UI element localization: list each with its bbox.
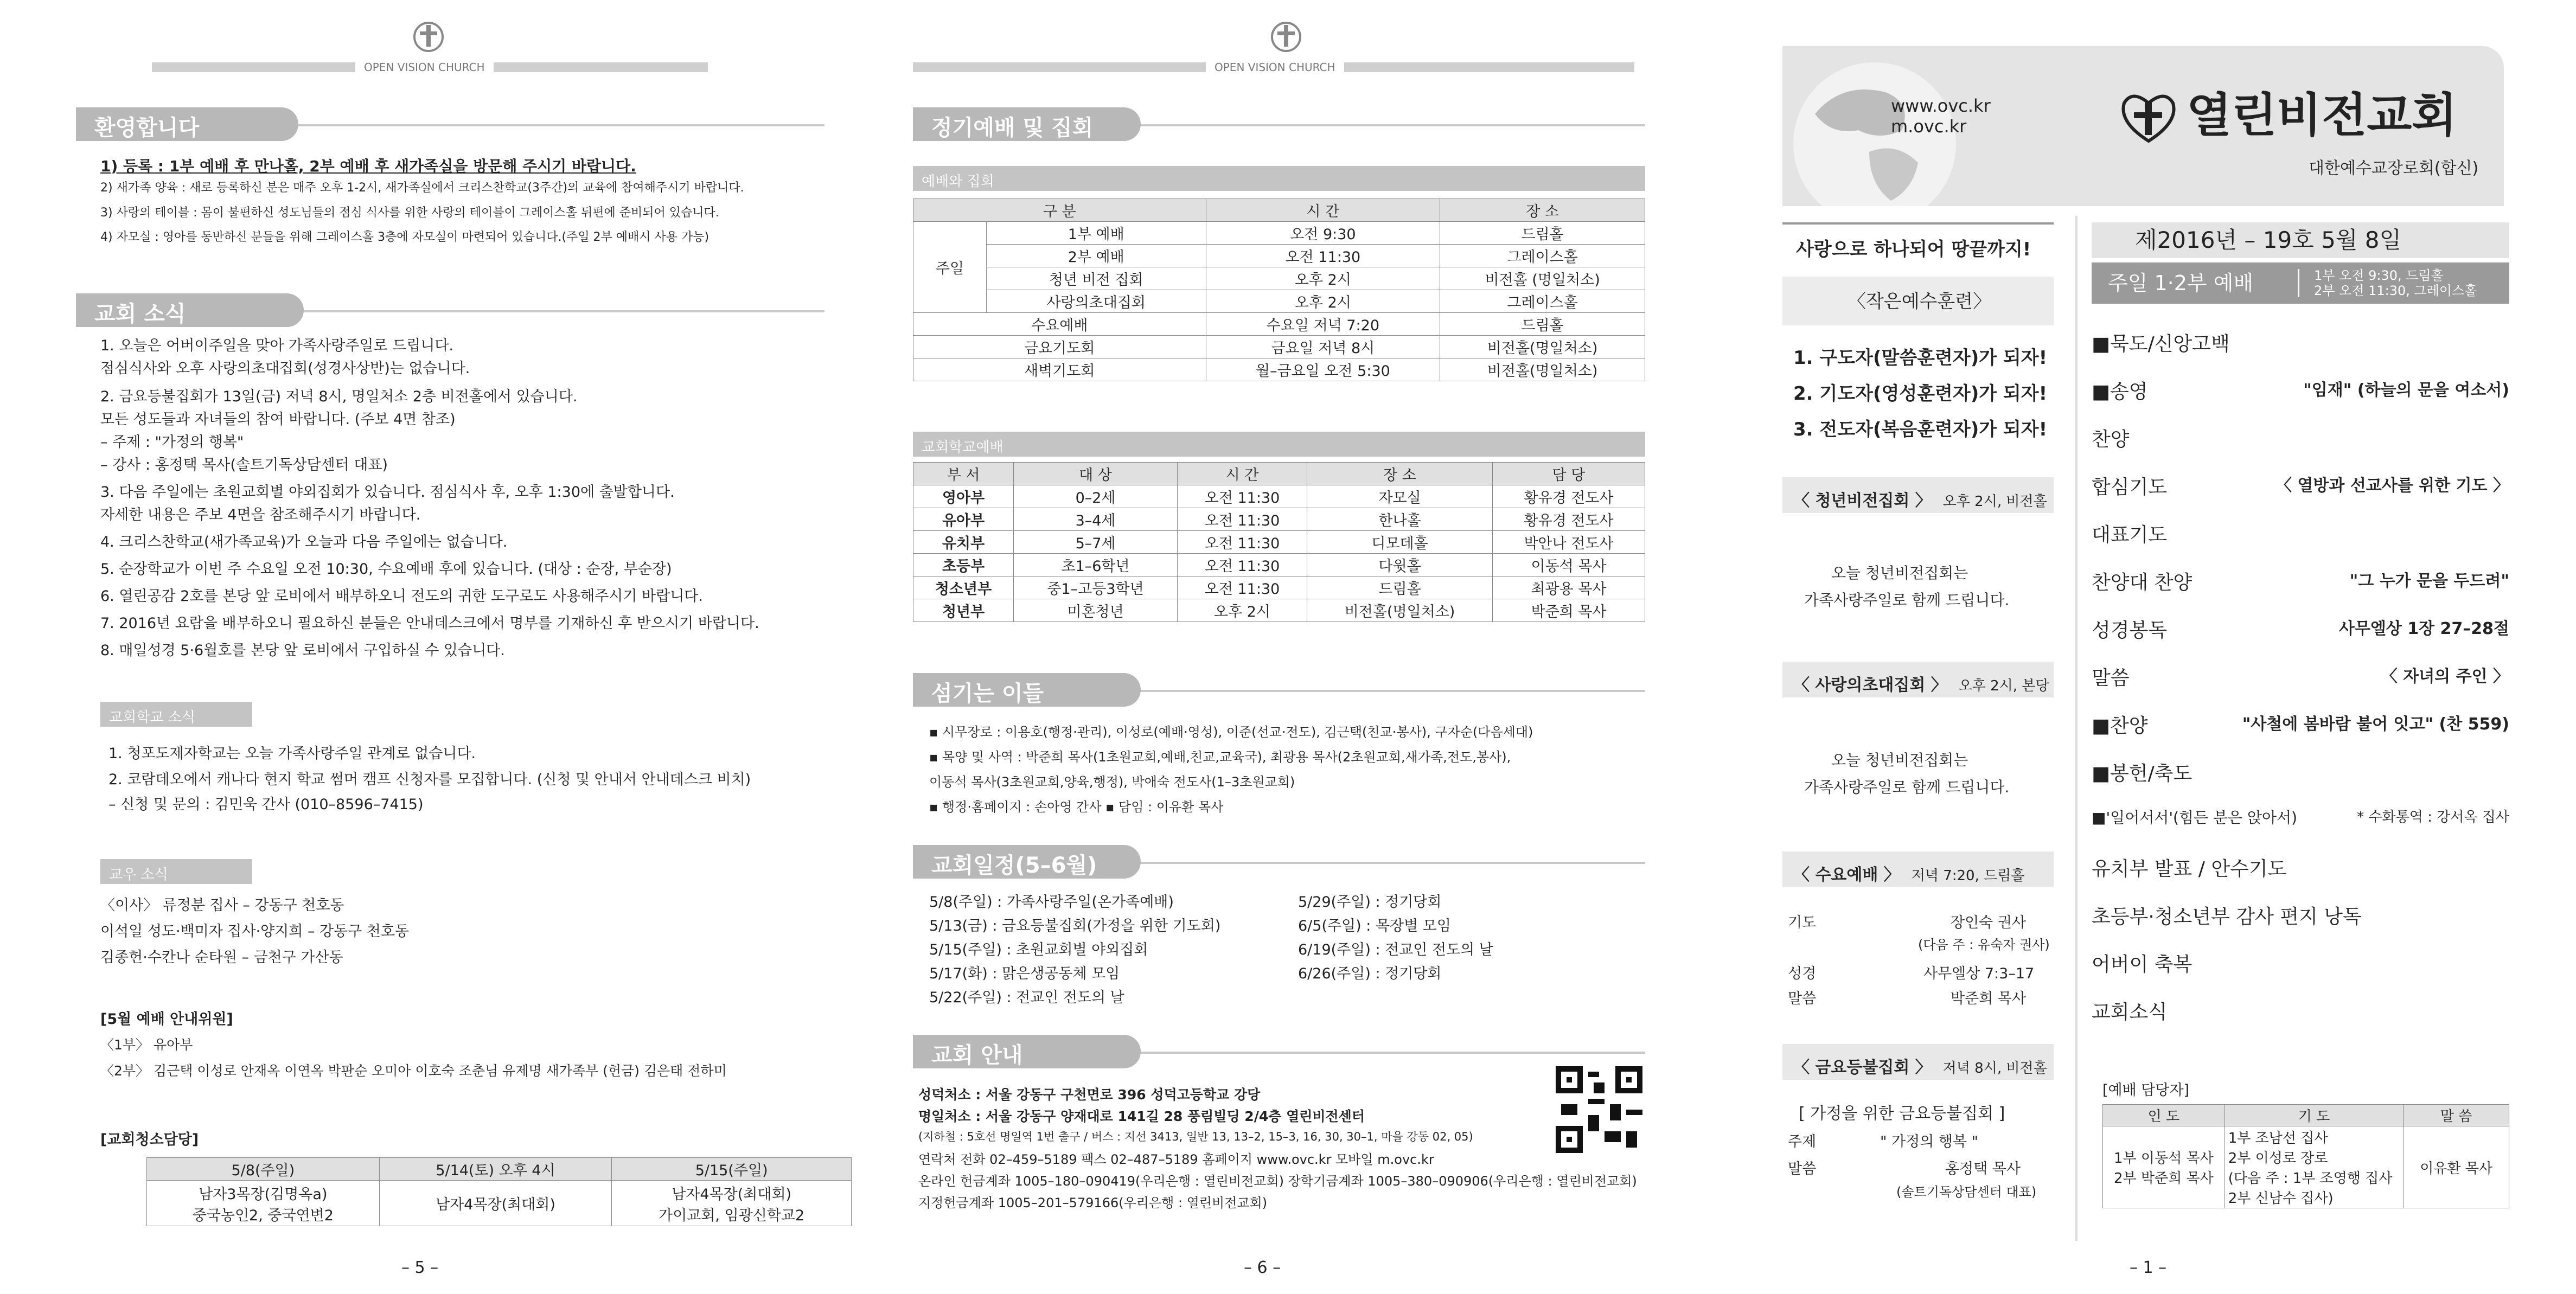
order-item: 성경봉독	[2092, 619, 2168, 642]
serve-1: ▪ 시무장로 : 이용호(행정·관리), 이성로(예배·영성), 이준(선교·전도), 김근택(친교·봉사), 구자순(다음세대)	[929, 725, 1533, 740]
fri-time: 저녁 8시, 비전홀	[1942, 1060, 2047, 1077]
schedule-right-4: 6/26(주일) : 정기당회	[1298, 965, 1442, 982]
order-6	[2092, 567, 2509, 595]
table-cell: 청년부	[913, 599, 1014, 622]
table-cell: 청소년부	[913, 576, 1014, 599]
table-cell: 2부 예배	[986, 245, 1206, 267]
order-14	[2092, 949, 2509, 977]
love-time: 오후 2시, 본당	[1958, 678, 2049, 694]
section-welcome: 환영합니다	[76, 107, 298, 141]
order-11	[2092, 806, 2509, 828]
section-info: 교회 안내	[913, 1035, 1141, 1068]
table-cell: 오전 11:30	[1177, 554, 1307, 576]
schedule-left-1: 5/8(주일) : 가족사랑주일(온가족예배)	[929, 894, 1174, 911]
table-cell: 이유환 목사	[2404, 1126, 2509, 1208]
fri-value-2: 홍정택 목사	[1945, 1161, 2021, 1177]
fri-value-3: (솔트기독상담센터 대표)	[1896, 1184, 2037, 1200]
youth-text-1: 오늘 청년비전집회는	[1831, 564, 1968, 582]
schedule-right-1: 5/29(주일) : 정기당회	[1298, 894, 1442, 911]
fri-theme: [ 가정을 위한 금요등불집회 ]	[1799, 1104, 2005, 1123]
school-table	[913, 462, 1645, 622]
wed-label-3: 성경	[1788, 965, 1817, 982]
schedule-right-3: 6/19(주일) : 전교인 전도의 날	[1298, 941, 1493, 958]
table-row	[913, 222, 1645, 245]
fri-label-1: 주제	[1788, 1133, 1817, 1150]
table-cell: 비전홀(명일처소)	[1440, 336, 1645, 358]
worship-sub: 예배와 집회	[913, 166, 1645, 191]
order-item: ■봉헌/축도	[2092, 763, 2193, 785]
table-header: 부 서	[913, 463, 1014, 485]
table-header: 장 소	[1307, 463, 1493, 485]
section-serve: 섬기는 이들	[913, 673, 1141, 707]
table-cell: 이동석 목사	[1492, 554, 1645, 576]
ushers-1: 〈1부〉 유아부	[100, 1037, 193, 1053]
motto: 사랑으로 하나되어 땅끝까지!	[1796, 239, 2031, 260]
wed-value-1: 장인숙 권사	[1951, 914, 2026, 931]
love-head-label: 〈 사랑의초대집회 〉	[1793, 676, 1947, 695]
info-4: 연락처 전화 02–459–5189 팩스 02–487–5189 홈페이지 www.ovc.kr 모바일 m.ovc.kr	[918, 1152, 1434, 1167]
column-divider	[2075, 216, 2078, 1241]
news-5: – 주제 : "가정의 행복"	[100, 434, 244, 451]
table-cell: 중1–고등3학년	[1014, 576, 1178, 599]
love-text-2: 가족사랑주일로 함께 드립니다.	[1804, 778, 2010, 796]
section-news: 교회 소식	[76, 293, 304, 327]
info-5: 온라인 헌금계좌 1005–180–090419(우리은행 : 열린비전교회) 장학기금계좌 1005–380–090906(우리은행 : 열린비전교회)	[918, 1174, 1637, 1189]
table-cell: 유치부	[913, 531, 1014, 554]
table-cell: 자모실	[1307, 485, 1493, 508]
table-row	[913, 508, 1645, 531]
table-row	[913, 554, 1645, 576]
table-cell: 그레이스홀	[1440, 245, 1645, 267]
news-7: 3. 다음 주일에는 초원교회별 야외집회가 있습니다. 점심식사 후, 오후 1:30에 출발합니다.	[100, 484, 675, 501]
page-1	[1717, 0, 2576, 1294]
table-cell: 3–4세	[1014, 508, 1178, 531]
fri-value-1: " 가정의 행복 "	[1880, 1133, 1978, 1150]
news-2: 점심식사와 오후 사랑의초대집회(성경사상반)는 없습니다.	[100, 360, 470, 377]
page-number: – 5 –	[401, 1258, 439, 1277]
info-6: 지정헌금계좌 1005–201–579166(우리은행 : 열린비전교회)	[918, 1195, 1268, 1210]
school-1: 1. 청포도제자학교는 오늘 가족사랑주일 관계로 없습니다.	[108, 745, 476, 762]
order-1	[2092, 329, 2509, 356]
table-row	[913, 531, 1645, 554]
serve-2: ▪ 목양 및 사역 : 박준희 목사(1초원교회,예배,친교,교육국), 최광용 목사(2초원교회,새가족,전도,봉사),	[929, 750, 1511, 765]
training-2: 2. 기도자(영성훈련자)가 되자!	[1793, 383, 2048, 405]
url-2[interactable]: m.ovc.kr	[1891, 116, 1967, 137]
order-detail: "그 누가 문을 두드려"	[2349, 572, 2509, 591]
order-7	[2092, 615, 2509, 643]
table-cell: 황유경 전도사	[1492, 508, 1645, 531]
table-cell: 드림홀	[1440, 222, 1645, 245]
fri-head-label: 〈 금요등불집회 〉	[1793, 1058, 1932, 1077]
table-header: 5/15(주일)	[612, 1158, 852, 1181]
table-cell: 주일	[913, 222, 987, 313]
table-row	[913, 336, 1645, 358]
news-3: 2. 금요등불집회가 13일(금) 저녁 8시, 명일처소 2층 비전홀에서 있습니다.	[100, 388, 578, 405]
table-cell: 영아부	[913, 485, 1014, 508]
table-cell: 5–7세	[1014, 531, 1178, 554]
order-item: 유치부 발표 / 안수기도	[2092, 858, 2287, 880]
table-cell: 1부 예배	[986, 222, 1206, 245]
schedule-left-2: 5/13(금) : 금요등불집회(가정을 위한 기도회)	[929, 918, 1221, 934]
order-9	[2092, 710, 2509, 738]
page-number: – 6 –	[1244, 1258, 1281, 1277]
order-item: 초등부·청소년부 감사 편지 낭독	[2092, 906, 2362, 928]
news-12: 7. 2016년 요람을 배부하오니 필요하신 분들은 안내데스크에서 명부를 기재하신 후 받으시기 바랍니다.	[100, 615, 759, 632]
table-cell: 수요일 저녁 7:20	[1206, 313, 1440, 336]
table-header: 장 소	[1440, 199, 1645, 222]
table-cell: 0–2세	[1014, 485, 1178, 508]
table-cell: 오후 2시	[1206, 290, 1440, 313]
serve-3: 이동석 목사(3초원교회,양육,행정), 박애숙 전도사(1–3초원교회)	[929, 774, 1295, 790]
section-worship: 정기예배 및 집회	[913, 107, 1141, 141]
training-1: 1. 구도자(말씀훈련자)가 되자!	[1793, 347, 2048, 369]
issue-number: 제2016년 – 19호 5월 8일	[2135, 227, 2402, 253]
section-members: 교우 소식	[100, 859, 252, 884]
news-10: 5. 순장학교가 이번 주 수요일 오전 10:30, 수요예배 후에 있습니다. (대상 : 순장, 부순장)	[100, 561, 672, 578]
table-cell: 드림홀	[1440, 313, 1645, 336]
table-cell: 오전 11:30	[1177, 508, 1307, 531]
table-cell: 초1–6학년	[1014, 554, 1178, 576]
table-header: 대 상	[1014, 463, 1178, 485]
table-header: 담 당	[1492, 463, 1645, 485]
schedule-right-2: 6/5(주일) : 목장별 모임	[1298, 918, 1451, 934]
wed-head	[1782, 851, 2054, 887]
school-2: 2. 코람데오에서 캐나다 현지 학교 썸머 캠프 신청자를 모집합니다. (신청 및 안내서 안내데스크 비치)	[108, 771, 751, 788]
table-row	[147, 1158, 852, 1181]
wed-value-4: 박준희 목사	[1951, 990, 2026, 1007]
table-header: 5/14(토) 오후 4시	[379, 1158, 612, 1181]
schedule-left-3: 5/15(주일) : 초원교회별 야외집회	[929, 941, 1148, 958]
table-cell: 유아부	[913, 508, 1014, 531]
youth-text-2: 가족사랑주일로 함께 드립니다.	[1804, 591, 2010, 609]
order-detail: 〈 열방과 선교사를 위한 기도 〉	[2275, 476, 2509, 495]
church-logo-icon	[408, 15, 449, 56]
table-cell: 한나홀	[1307, 508, 1493, 531]
denomination: 대한예수교장로회(합신)	[2309, 159, 2479, 178]
logo-text: OPEN VISION CHURCH	[1206, 61, 1344, 74]
table-header: 시 간	[1177, 463, 1307, 485]
table-cell: 남자4목장(최대회)	[379, 1181, 612, 1226]
schedule-left-4: 5/17(화) : 맑은생공동체 모임	[929, 965, 1120, 982]
table-cell: 사랑의초대집회	[986, 290, 1206, 313]
worship-table	[913, 198, 1645, 381]
table-cell: 그레이스홀	[1440, 290, 1645, 313]
order-detail: 사무엘상 1장 27–28절	[2338, 619, 2509, 638]
fri-head	[1782, 1044, 2054, 1080]
divider	[1782, 222, 2054, 225]
order-10	[2092, 758, 2509, 786]
section-school: 교회학교 소식	[100, 702, 252, 727]
table-row	[147, 1181, 852, 1226]
table-cell: 1부 조남선 집사 2부 이성로 장로 (다음 주 : 1부 조영행 집사 2부 신남수 집사)	[2225, 1126, 2404, 1208]
news-9: 4. 크리스찬학교(새가족교육)가 오늘과 다음 주일에는 없습니다.	[100, 534, 508, 550]
ushers-2: 〈2부〉 김근택 이성로 안재옥 이연옥 박판순 오미아 이호숙 조춘님 유제명 새가족부 (헌금) 김은태 전하미	[100, 1063, 727, 1079]
table-cell: 디모데홀	[1307, 531, 1493, 554]
url-1[interactable]: www.ovc.kr	[1891, 95, 1991, 116]
order-item: 합심기도	[2092, 476, 2168, 498]
table-row	[913, 290, 1645, 313]
love-head	[1782, 662, 2054, 697]
order-item: ■'일어서서'(힘든 분은 앉아서)	[2092, 809, 2298, 827]
table-row	[2103, 1105, 2509, 1126]
news-1: 1. 오늘은 어버이주일을 맞아 가족사랑주일로 드립니다.	[100, 337, 454, 354]
order-item: 대표기도	[2092, 524, 2168, 546]
cleaning-title: [교회청소담당]	[100, 1131, 199, 1148]
divider	[2298, 269, 2299, 297]
table-row	[913, 576, 1645, 599]
order-2	[2092, 376, 2509, 404]
duty-title: [예배 담당자]	[2102, 1082, 2190, 1099]
table-cell: 1부 이동석 목사 2부 박준희 목사	[2103, 1126, 2225, 1208]
duty-table	[2102, 1104, 2509, 1208]
order-item: ■찬양	[2092, 715, 2148, 737]
wed-label-1: 기도	[1788, 914, 1817, 931]
table-header: 구 분	[913, 199, 1206, 222]
order-4	[2092, 472, 2509, 499]
table-cell: 드림홀	[1307, 576, 1493, 599]
order-detail: * 수화통역 : 강서옥 집사	[2357, 809, 2509, 825]
order-item: ■묵도/신앙고백	[2092, 333, 2230, 355]
table-cell: 비전홀(명일처소)	[1440, 358, 1645, 381]
news-6: – 강사 : 홍정택 목사(솔트기독상담센터 대표)	[100, 457, 388, 473]
church-logo-icon	[1265, 15, 1307, 56]
table-row	[913, 313, 1645, 336]
service-time-1: 1부 오전 9:30, 드림홀	[2314, 268, 2444, 283]
school-3: – 신청 및 문의 : 김민욱 간사 (010–8596–7415)	[108, 796, 424, 813]
section-schedule: 교회일정(5–6월)	[913, 845, 1141, 879]
table-header: 5/8(주일)	[147, 1158, 380, 1181]
order-item: 말씀	[2092, 667, 2130, 689]
school-sub: 교회학교예배	[913, 432, 1645, 457]
order-item: 찬양대 찬양	[2092, 572, 2193, 594]
news-13: 8. 매일성경 5·6월호를 본당 앞 로비에서 구입하실 수 있습니다.	[100, 642, 505, 659]
table-cell: 오후 2시	[1206, 267, 1440, 290]
order-item: 교회소식	[2092, 1001, 2168, 1023]
service-label: 주일 1·2부 예배	[2108, 271, 2254, 295]
table-cell: 월–금요일 오전 5:30	[1206, 358, 1440, 381]
table-cell: 오전 11:30	[1177, 576, 1307, 599]
order-detail: "사철에 봄바람 불어 잇고" (찬 559)	[2242, 715, 2509, 734]
order-13	[2092, 901, 2509, 929]
order-item: 어버이 축복	[2092, 953, 2193, 976]
members-1: 〈이사〉 류정분 집사 – 강동구 천호동	[100, 897, 344, 914]
youth-time: 오후 2시, 비전홀	[1942, 494, 2047, 510]
order-3	[2092, 424, 2509, 452]
table-cell: 오전 9:30	[1206, 222, 1440, 245]
info-1: 성덕처소 : 서울 강동구 구천면로 396 성덕고등학교 강당	[918, 1087, 1261, 1103]
table-cell: 오전 11:30	[1206, 245, 1440, 267]
table-cell: 박안나 전도사	[1492, 531, 1645, 554]
ushers-title: [5월 예배 안내위원]	[100, 1011, 233, 1028]
welcome-2: 2) 새가족 양육 : 새로 등록하신 분은 매주 오후 1-2시, 새가족실에서 크리스찬학교(3주간)의 교육에 참여해주시기 바랍니다.	[100, 181, 744, 195]
table-cell: 다윗홀	[1307, 554, 1493, 576]
page-6	[859, 0, 1717, 1294]
table-header: 말 씀	[2404, 1105, 2509, 1126]
table-header: 인 도	[2103, 1105, 2225, 1126]
table-cell: 수요예배	[913, 313, 1206, 336]
table-row	[913, 599, 1645, 622]
table-cell: 최광용 목사	[1492, 576, 1645, 599]
youth-head-label: 〈 청년비전집회 〉	[1793, 491, 1932, 510]
order-item: 찬양	[2092, 428, 2130, 451]
table-row	[913, 463, 1645, 485]
news-8: 자세한 내용은 주보 4면을 참조해주시기 바랍니다.	[100, 507, 421, 523]
welcome-4: 4) 자모실 : 영아를 동반하신 분들을 위해 그레이스홀 3층에 자모실이 마련되어 있습니다.(주일 2부 예배시 사용 가능)	[100, 230, 709, 244]
table-cell: 금요기도회	[913, 336, 1206, 358]
wed-value-3: 사무엘상 7:3–17	[1923, 965, 2035, 982]
table-cell: 황유경 전도사	[1492, 485, 1645, 508]
members-3: 김종헌·수칸나 순타원 – 금천구 가산동	[100, 949, 343, 966]
order-detail: "임재" (하늘의 문을 여소서)	[2303, 381, 2509, 400]
training-3: 3. 전도자(복음훈련자)가 되자!	[1793, 419, 2048, 440]
love-text-1: 오늘 청년비전집회는	[1831, 751, 1968, 769]
welcome-3: 3) 사랑의 테이블 : 몸이 불편하신 성도님들의 점심 식사를 위한 사랑의 테이블이 그레이스홀 뒤편에 준비되어 있습니다.	[100, 206, 719, 220]
church-name: 열린비전교회	[2187, 88, 2457, 143]
table-cell: 금요일 저녁 8시	[1206, 336, 1440, 358]
page-number: – 1 –	[2130, 1258, 2167, 1277]
welcome-1: 1) 등록 : 1부 예배 후 만나홀, 2부 예배 후 새가족실을 방문해 주시기 바랍니다.	[100, 157, 636, 175]
order-15	[2092, 997, 2509, 1024]
info-3: (지하철 : 5호선 명일역 1번 출구 / 버스 : 지선 3413, 일반 13, 13–2, 15–3, 16, 30, 30–1, 마을 강동 02, 05)	[918, 1130, 1473, 1143]
logo-text: OPEN VISION CHURCH	[355, 61, 494, 74]
wed-value-2: (다음 주 : 유숙자 권사)	[1918, 937, 2050, 952]
table-cell: 박준희 목사	[1492, 599, 1645, 622]
order-8	[2092, 663, 2509, 690]
cleaning-table	[146, 1157, 852, 1226]
fri-label-2: 말씀	[1788, 1161, 1817, 1177]
order-detail: 〈 자녀의 주인 〉	[2381, 667, 2509, 686]
table-row	[913, 199, 1645, 222]
table-cell: 새벽기도회	[913, 358, 1206, 381]
table-cell: 오전 11:30	[1177, 485, 1307, 508]
table-cell: 비전홀(명일처소)	[1307, 599, 1493, 622]
serve-4: ▪ 행정·홈페이지 : 손아영 간사 ▪ 담임 : 이유환 목사	[929, 799, 1224, 815]
table-cell: 남자4목장(최대회) 가이교회, 임광신학교2	[612, 1181, 852, 1226]
table-cell: 초등부	[913, 554, 1014, 576]
table-row	[913, 485, 1645, 508]
table-row	[913, 245, 1645, 267]
table-header: 시 간	[1206, 199, 1440, 222]
table-row	[913, 358, 1645, 381]
table-row	[2103, 1126, 2509, 1208]
church-logo-icon	[2116, 89, 2181, 146]
wed-time: 저녁 7:20, 드림홀	[1911, 868, 2025, 884]
news-11: 6. 열린공감 2호를 본당 앞 로비에서 배부하오니 전도의 귀한 도구로도 사용해주시기 바랍니다.	[100, 588, 703, 605]
table-header: 기 도	[2225, 1105, 2404, 1126]
order-5	[2092, 520, 2509, 547]
qr-code-icon[interactable]	[1556, 1066, 1642, 1153]
table-cell: 오후 2시	[1177, 599, 1307, 622]
wed-head-label: 〈 수요예배 〉	[1793, 866, 1900, 885]
wed-label-4: 말씀	[1788, 990, 1817, 1007]
order-item: ■송영	[2092, 381, 2148, 403]
service-time-2: 2부 오전 11:30, 그레이스홀	[2314, 283, 2477, 298]
news-4: 모든 성도들과 자녀들의 참여 바랍니다. (주보 4면 참조)	[100, 411, 456, 428]
table-row	[913, 267, 1645, 290]
info-2: 명일처소 : 서울 강동구 양재대로 141길 28 풍림빌딩 2/4층 열린비전센터	[918, 1109, 1365, 1124]
order-12	[2092, 854, 2509, 881]
table-cell: 남자3목장(김명옥a) 중국농인2, 중국연변2	[147, 1181, 380, 1226]
table-cell: 미혼청년	[1014, 599, 1178, 622]
page-5	[0, 0, 859, 1294]
training-title: 〈작은예수훈련〉	[1848, 291, 1992, 312]
table-cell: 오전 11:30	[1177, 531, 1307, 554]
table-cell: 비전홀 (명일처소)	[1440, 267, 1645, 290]
schedule-left-5: 5/22(주일) : 전교인 전도의 날	[929, 989, 1124, 1006]
youth-head	[1782, 477, 2054, 513]
table-cell: 청년 비전 집회	[986, 267, 1206, 290]
members-2: 이석일 성도·백미자 집사·양지희 – 강동구 천호동	[100, 923, 410, 940]
